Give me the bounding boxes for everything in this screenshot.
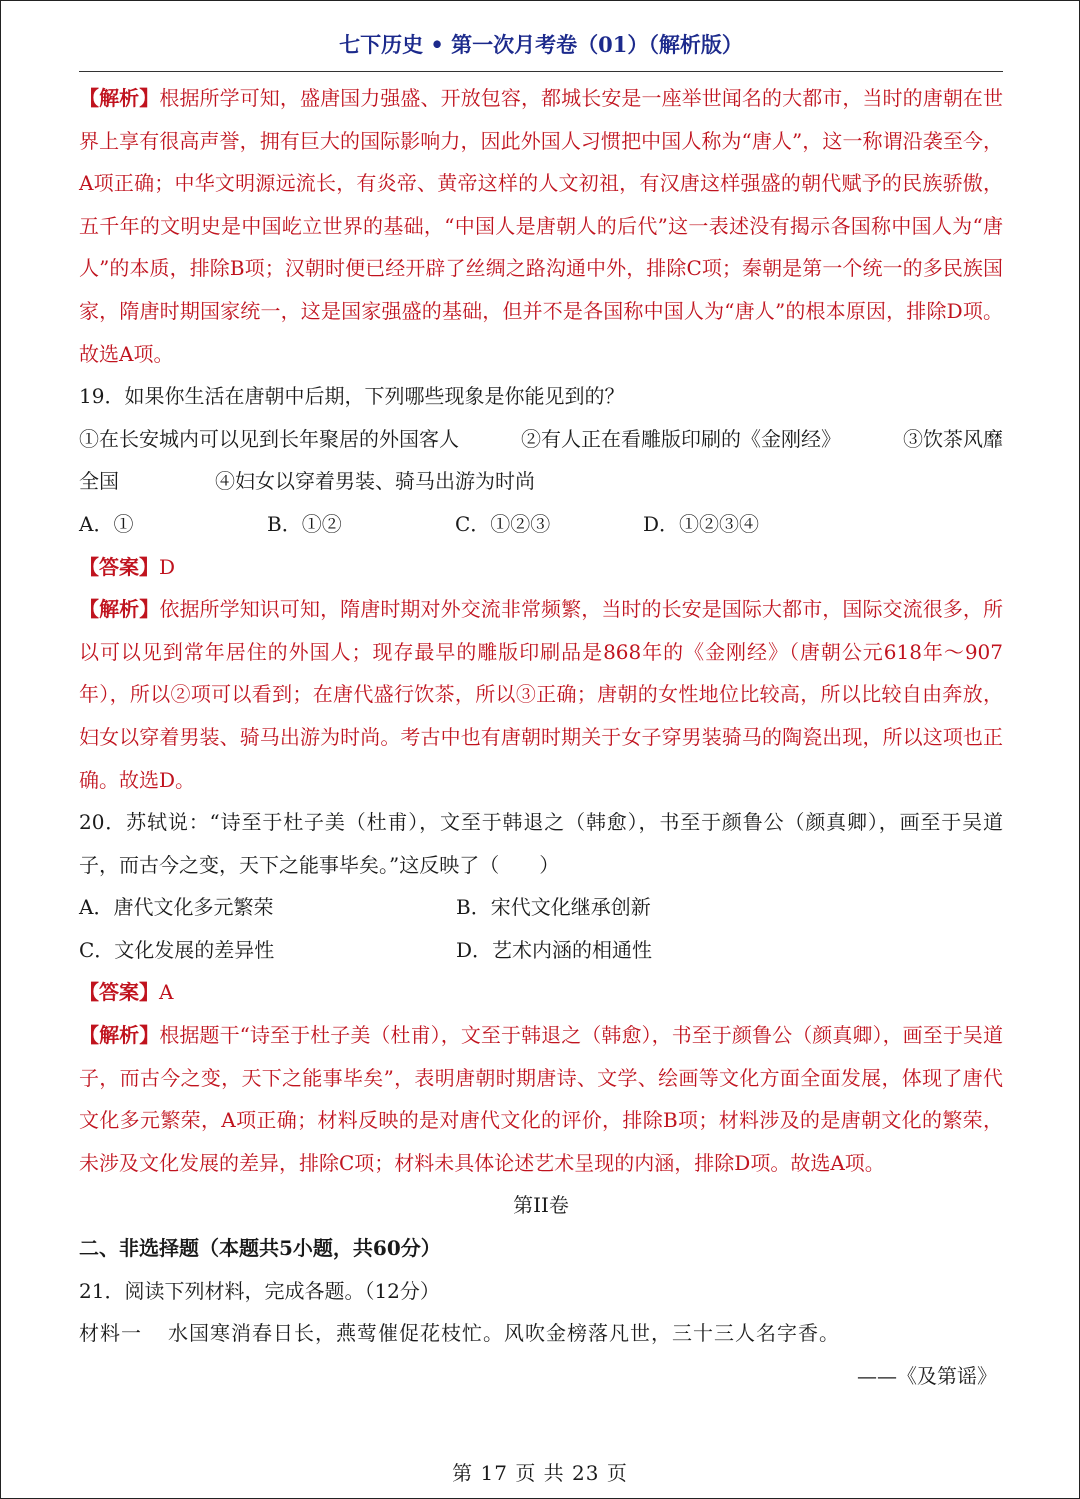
volume-heading: 第II卷 — [513, 1193, 569, 1218]
q21-material — [79, 1312, 1003, 1355]
q19-item-2: ②有人正在看雕版印刷的《金刚经》 — [521, 426, 841, 451]
q20-options-row1 — [79, 886, 1003, 929]
q20-options-row2 — [79, 929, 1003, 972]
q19-option-c: C．①②③ — [455, 511, 551, 536]
q20-option-c: C．文化发展的差异性 — [79, 937, 275, 962]
page-title: 七下历史 • 第一次月考卷（01）（解析版） — [339, 32, 743, 57]
answer-tag: 【答案】 — [79, 980, 159, 1005]
q20-answer — [79, 971, 1003, 1014]
q20-stem: 20．苏轼说：“诗至于杜子美（杜甫），文至于韩退之（韩愈），书至于颜鲁公（颜真卿），画至于吴道子，而古今之变，天下之能事毕矣。”这反映了（ ） — [79, 810, 1003, 877]
answer-value: D — [159, 554, 176, 579]
q21-source: ——《及第谣》 — [857, 1363, 997, 1388]
page-content — [79, 77, 1003, 1397]
material-label: 材料一 — [79, 1321, 142, 1346]
q19-answer — [79, 546, 1003, 589]
q19-option-a: A．① — [79, 511, 134, 536]
q19-item-1: ①在长安城内可以见到长年聚居的外国客人 — [79, 426, 459, 451]
material-text: 水国寒消春日长，燕莺催促花枝忙。风吹金榜落凡世，三十三人名字香。 — [168, 1321, 840, 1346]
analysis-text: 根据题干“诗至于杜子美（杜甫），文至于韩退之（韩愈），书至于颜鲁公（颜真卿），画至于吴道子，而古今之变，天下之能事毕矣”，表明唐朝时期唐诗、文学、绘画等文化方面全面发展，体现了唐代文化多元繁荣，A项正确；材料反映的是对唐代文化的评价，排除B项；材料涉及的是唐朝文化的繁荣，未涉及文化发展的差异，排除C项；材料未具体论述艺术呈现的内涵，排除D项。故选A项。 — [79, 1023, 1003, 1175]
q20-analysis — [79, 1014, 1003, 1184]
q19-analysis — [79, 588, 1003, 801]
analysis-text: 依据所学知识可知，隋唐时期对外交流非常频繁，当时的长安是国际大都市，国际交流很多，所以可以见到常年居住的外国人；现存最早的雕版印刷品是868年的《金刚经》（唐朝公元618年～907年），所以②项可以看到；在唐代盛行饮茶，所以③正确；唐朝的女性地位比较高，所以比较自由奔放，妇女以穿着男装、骑马出游为时尚。考古中也有唐朝时期关于女子穿男装骑马的陶瓷出现，所以这项也正确。故选D。 — [79, 597, 1004, 792]
answer-tag: 【答案】 — [79, 554, 159, 579]
q19-item-3a: ③饮茶风靡 — [903, 426, 1003, 451]
q19-options — [79, 503, 1003, 546]
q20-option-a: A．唐代文化多元繁荣 — [79, 895, 274, 920]
q19-item-4: ④妇女以穿着男装、骑马出游为时尚 — [215, 469, 535, 494]
q19-items-line1 — [79, 418, 1003, 461]
analysis-tag: 【解析】 — [79, 1023, 160, 1048]
q19-option-d: D．①②③④ — [643, 511, 760, 536]
section-heading: 二、非选择题（本题共5小题，共60分） — [79, 1236, 441, 1261]
q18-analysis — [79, 77, 1003, 375]
analysis-tag: 【解析】 — [79, 86, 160, 110]
page-number: 第 17 页 共 23 页 — [452, 1461, 628, 1485]
q20-option-b: B．宋代文化继承创新 — [456, 895, 651, 920]
page-footer — [1, 1457, 1079, 1486]
q20-option-d: D．艺术内涵的相通性 — [456, 937, 653, 962]
page-header — [79, 27, 1003, 72]
q19-item-3b: 全国 — [79, 469, 119, 494]
q19-items-line2 — [79, 460, 1003, 503]
q21-stem: 21．阅读下列材料，完成各题。（12分） — [79, 1278, 440, 1303]
answer-value: A — [159, 980, 174, 1005]
q19-option-b: B．①② — [267, 511, 342, 536]
analysis-tag: 【解析】 — [79, 597, 160, 622]
q19-stem: 19．如果你生活在唐朝中后期，下列哪些现象是你能见到的？ — [79, 384, 625, 409]
analysis-text: 根据所学可知，盛唐国力强盛、开放包容，都城长安是一座举世闻名的大都市，当时的唐朝在世界上享有很高声誉，拥有巨大的国际影响力，因此外国人习惯把中国人称为“唐人”，这一称谓沿袭至今，A项正确；中华文明源远流长，有炎帝、黄帝这样的人文初祖，有汉唐这样强盛的朝代赋予的民族骄傲，五千年的文明史是中国屹立世界的基础，“中国人是唐朝人的后代”这一表述没有揭示各国称中国人为“唐人”的本质，排除B项；汉朝时便已经开辟了丝绸之路沟通中外，排除C项；秦朝是第一个统一的多民族国家，隋唐时期国家统一，这是国家强盛的基础，但并不是各国称中国人为“唐人”的根本原因，排除D项。故选A项。 — [79, 86, 1004, 366]
